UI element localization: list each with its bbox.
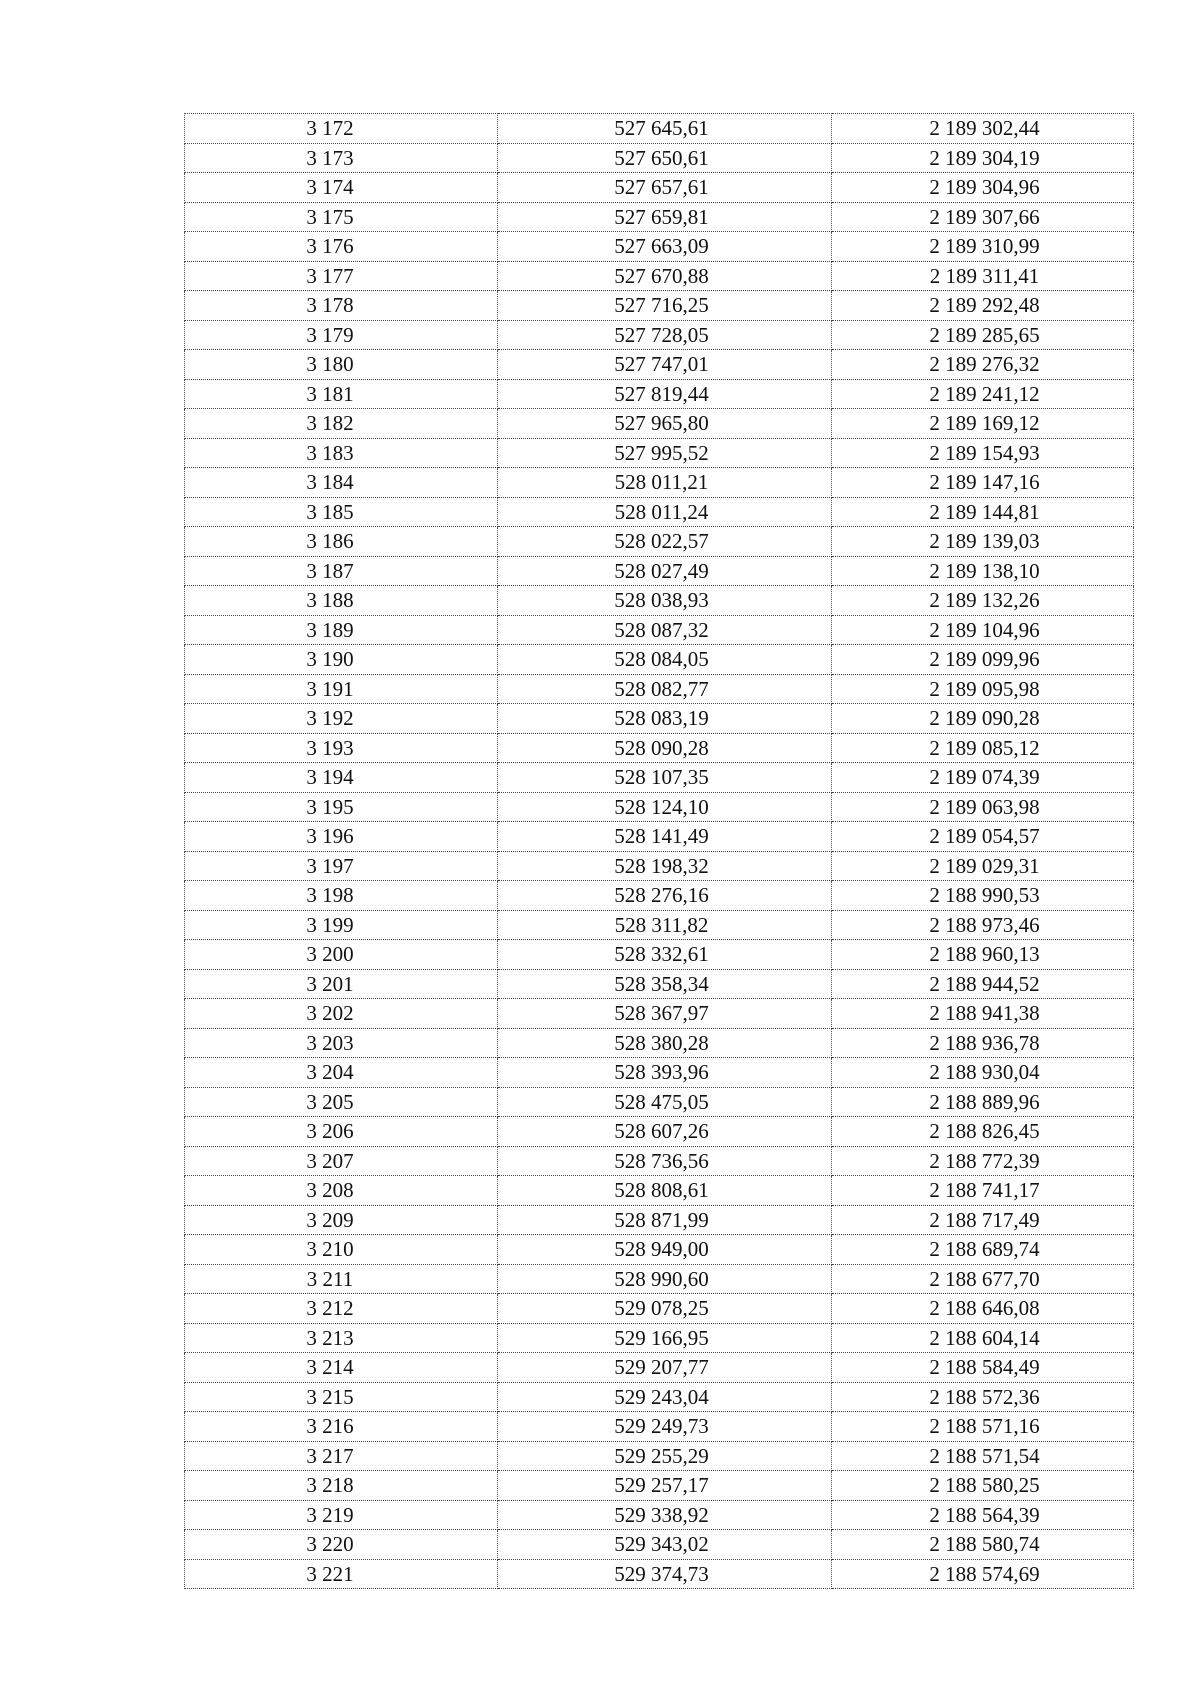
y-coordinate-cell: 2 188 564,39 (832, 1500, 1134, 1530)
x-coordinate-cell: 527 670,88 (498, 261, 832, 291)
point-number-cell: 3 183 (185, 438, 498, 468)
table-row (185, 969, 1134, 999)
y-coordinate-cell: 2 188 572,36 (832, 1382, 1134, 1412)
table-row (185, 1205, 1134, 1235)
y-coordinate-cell: 2 188 584,49 (832, 1353, 1134, 1383)
y-coordinate-cell: 2 189 132,26 (832, 586, 1134, 616)
coordinates-table (184, 113, 1134, 1589)
table-row (185, 733, 1134, 763)
x-coordinate-cell: 528 607,26 (498, 1117, 832, 1147)
y-coordinate-cell: 2 188 741,17 (832, 1176, 1134, 1206)
point-number-cell: 3 190 (185, 645, 498, 675)
point-number-cell: 3 172 (185, 114, 498, 144)
table-row (185, 1412, 1134, 1442)
table-row (185, 556, 1134, 586)
table-row (185, 527, 1134, 557)
x-coordinate-cell: 529 338,92 (498, 1500, 832, 1530)
table-row (185, 881, 1134, 911)
table-row (185, 674, 1134, 704)
x-coordinate-cell: 529 257,17 (498, 1471, 832, 1501)
x-coordinate-cell: 529 243,04 (498, 1382, 832, 1412)
y-coordinate-cell: 2 188 646,08 (832, 1294, 1134, 1324)
point-number-cell: 3 204 (185, 1058, 498, 1088)
y-coordinate-cell: 2 188 973,46 (832, 910, 1134, 940)
point-number-cell: 3 191 (185, 674, 498, 704)
table-row (185, 350, 1134, 380)
x-coordinate-cell: 528 380,28 (498, 1028, 832, 1058)
y-coordinate-cell: 2 189 311,41 (832, 261, 1134, 291)
table-row (185, 261, 1134, 291)
table-row (185, 1559, 1134, 1589)
x-coordinate-cell: 529 343,02 (498, 1530, 832, 1560)
x-coordinate-cell: 528 871,99 (498, 1205, 832, 1235)
y-coordinate-cell: 2 188 677,70 (832, 1264, 1134, 1294)
table-row (185, 232, 1134, 262)
x-coordinate-cell: 527 965,80 (498, 409, 832, 439)
x-coordinate-cell: 528 084,05 (498, 645, 832, 675)
y-coordinate-cell: 2 189 285,65 (832, 320, 1134, 350)
y-coordinate-cell: 2 189 304,96 (832, 173, 1134, 203)
x-coordinate-cell: 528 027,49 (498, 556, 832, 586)
y-coordinate-cell: 2 188 717,49 (832, 1205, 1134, 1235)
point-number-cell: 3 194 (185, 763, 498, 793)
y-coordinate-cell: 2 189 169,12 (832, 409, 1134, 439)
point-number-cell: 3 173 (185, 143, 498, 173)
y-coordinate-cell: 2 189 099,96 (832, 645, 1134, 675)
y-coordinate-cell: 2 188 574,69 (832, 1559, 1134, 1589)
point-number-cell: 3 188 (185, 586, 498, 616)
point-number-cell: 3 205 (185, 1087, 498, 1117)
point-number-cell: 3 181 (185, 379, 498, 409)
point-number-cell: 3 189 (185, 615, 498, 645)
y-coordinate-cell: 2 189 241,12 (832, 379, 1134, 409)
point-number-cell: 3 206 (185, 1117, 498, 1147)
y-coordinate-cell: 2 189 292,48 (832, 291, 1134, 321)
x-coordinate-cell: 528 276,16 (498, 881, 832, 911)
x-coordinate-cell: 528 311,82 (498, 910, 832, 940)
x-coordinate-cell: 527 650,61 (498, 143, 832, 173)
x-coordinate-cell: 527 728,05 (498, 320, 832, 350)
y-coordinate-cell: 2 189 104,96 (832, 615, 1134, 645)
y-coordinate-cell: 2 188 826,45 (832, 1117, 1134, 1147)
x-coordinate-cell: 527 663,09 (498, 232, 832, 262)
table-row (185, 202, 1134, 232)
table-row (185, 291, 1134, 321)
coordinates-table-body (185, 114, 1134, 1589)
y-coordinate-cell: 2 189 304,19 (832, 143, 1134, 173)
y-coordinate-cell: 2 189 310,99 (832, 232, 1134, 262)
point-number-cell: 3 211 (185, 1264, 498, 1294)
point-number-cell: 3 207 (185, 1146, 498, 1176)
x-coordinate-cell: 528 011,24 (498, 497, 832, 527)
point-number-cell: 3 193 (185, 733, 498, 763)
y-coordinate-cell: 2 188 941,38 (832, 999, 1134, 1029)
point-number-cell: 3 213 (185, 1323, 498, 1353)
x-coordinate-cell: 528 393,96 (498, 1058, 832, 1088)
table-row (185, 1087, 1134, 1117)
table-row (185, 586, 1134, 616)
y-coordinate-cell: 2 189 276,32 (832, 350, 1134, 380)
table-row (185, 1028, 1134, 1058)
y-coordinate-cell: 2 189 302,44 (832, 114, 1134, 144)
x-coordinate-cell: 528 808,61 (498, 1176, 832, 1206)
point-number-cell: 3 216 (185, 1412, 498, 1442)
point-number-cell: 3 220 (185, 1530, 498, 1560)
table-row (185, 1264, 1134, 1294)
point-number-cell: 3 174 (185, 173, 498, 203)
y-coordinate-cell: 2 189 138,10 (832, 556, 1134, 586)
point-number-cell: 3 192 (185, 704, 498, 734)
table-row (185, 999, 1134, 1029)
table-row (185, 1382, 1134, 1412)
point-number-cell: 3 212 (185, 1294, 498, 1324)
point-number-cell: 3 199 (185, 910, 498, 940)
x-coordinate-cell: 528 198,32 (498, 851, 832, 881)
point-number-cell: 3 221 (185, 1559, 498, 1589)
point-number-cell: 3 201 (185, 969, 498, 999)
y-coordinate-cell: 2 188 571,54 (832, 1441, 1134, 1471)
table-row (185, 1235, 1134, 1265)
y-coordinate-cell: 2 189 090,28 (832, 704, 1134, 734)
x-coordinate-cell: 528 082,77 (498, 674, 832, 704)
y-coordinate-cell: 2 189 144,81 (832, 497, 1134, 527)
point-number-cell: 3 209 (185, 1205, 498, 1235)
table-row (185, 1323, 1134, 1353)
table-row (185, 409, 1134, 439)
point-number-cell: 3 186 (185, 527, 498, 557)
table-row (185, 1441, 1134, 1471)
point-number-cell: 3 184 (185, 468, 498, 498)
y-coordinate-cell: 2 189 154,93 (832, 438, 1134, 468)
table-row (185, 645, 1134, 675)
table-row (185, 1294, 1134, 1324)
y-coordinate-cell: 2 188 580,74 (832, 1530, 1134, 1560)
x-coordinate-cell: 528 124,10 (498, 792, 832, 822)
y-coordinate-cell: 2 188 944,52 (832, 969, 1134, 999)
point-number-cell: 3 176 (185, 232, 498, 262)
x-coordinate-cell: 529 249,73 (498, 1412, 832, 1442)
point-number-cell: 3 217 (185, 1441, 498, 1471)
table-row (185, 1471, 1134, 1501)
y-coordinate-cell: 2 188 689,74 (832, 1235, 1134, 1265)
y-coordinate-cell: 2 188 889,96 (832, 1087, 1134, 1117)
y-coordinate-cell: 2 188 604,14 (832, 1323, 1134, 1353)
y-coordinate-cell: 2 189 307,66 (832, 202, 1134, 232)
x-coordinate-cell: 527 819,44 (498, 379, 832, 409)
point-number-cell: 3 177 (185, 261, 498, 291)
point-number-cell: 3 214 (185, 1353, 498, 1383)
table-row (185, 1176, 1134, 1206)
x-coordinate-cell: 528 358,34 (498, 969, 832, 999)
y-coordinate-cell: 2 188 960,13 (832, 940, 1134, 970)
point-number-cell: 3 179 (185, 320, 498, 350)
x-coordinate-cell: 528 332,61 (498, 940, 832, 970)
x-coordinate-cell: 527 659,81 (498, 202, 832, 232)
point-number-cell: 3 202 (185, 999, 498, 1029)
y-coordinate-cell: 2 188 580,25 (832, 1471, 1134, 1501)
table-row (185, 320, 1134, 350)
point-number-cell: 3 178 (185, 291, 498, 321)
point-number-cell: 3 200 (185, 940, 498, 970)
x-coordinate-cell: 528 090,28 (498, 733, 832, 763)
x-coordinate-cell: 528 022,57 (498, 527, 832, 557)
table-row (185, 1353, 1134, 1383)
y-coordinate-cell: 2 189 085,12 (832, 733, 1134, 763)
x-coordinate-cell: 527 747,01 (498, 350, 832, 380)
x-coordinate-cell: 529 374,73 (498, 1559, 832, 1589)
y-coordinate-cell: 2 189 029,31 (832, 851, 1134, 881)
table-row (185, 379, 1134, 409)
x-coordinate-cell: 528 141,49 (498, 822, 832, 852)
y-coordinate-cell: 2 189 074,39 (832, 763, 1134, 793)
x-coordinate-cell: 528 083,19 (498, 704, 832, 734)
y-coordinate-cell: 2 188 990,53 (832, 881, 1134, 911)
point-number-cell: 3 208 (185, 1176, 498, 1206)
x-coordinate-cell: 529 207,77 (498, 1353, 832, 1383)
table-row (185, 143, 1134, 173)
y-coordinate-cell: 2 188 571,16 (832, 1412, 1134, 1442)
x-coordinate-cell: 528 038,93 (498, 586, 832, 616)
table-row (185, 704, 1134, 734)
table-row (185, 468, 1134, 498)
x-coordinate-cell: 527 995,52 (498, 438, 832, 468)
table-row (185, 940, 1134, 970)
x-coordinate-cell: 529 255,29 (498, 1441, 832, 1471)
y-coordinate-cell: 2 189 095,98 (832, 674, 1134, 704)
x-coordinate-cell: 528 107,35 (498, 763, 832, 793)
table-row (185, 1500, 1134, 1530)
point-number-cell: 3 180 (185, 350, 498, 380)
y-coordinate-cell: 2 189 063,98 (832, 792, 1134, 822)
point-number-cell: 3 210 (185, 1235, 498, 1265)
table-row (185, 910, 1134, 940)
table-row (185, 851, 1134, 881)
point-number-cell: 3 195 (185, 792, 498, 822)
x-coordinate-cell: 527 645,61 (498, 114, 832, 144)
point-number-cell: 3 218 (185, 1471, 498, 1501)
point-number-cell: 3 197 (185, 851, 498, 881)
table-row (185, 822, 1134, 852)
table-row (185, 763, 1134, 793)
table-row (185, 114, 1134, 144)
x-coordinate-cell: 527 657,61 (498, 173, 832, 203)
x-coordinate-cell: 528 367,97 (498, 999, 832, 1029)
point-number-cell: 3 215 (185, 1382, 498, 1412)
y-coordinate-cell: 2 188 772,39 (832, 1146, 1134, 1176)
y-coordinate-cell: 2 189 139,03 (832, 527, 1134, 557)
y-coordinate-cell: 2 189 147,16 (832, 468, 1134, 498)
y-coordinate-cell: 2 189 054,57 (832, 822, 1134, 852)
point-number-cell: 3 182 (185, 409, 498, 439)
point-number-cell: 3 196 (185, 822, 498, 852)
x-coordinate-cell: 528 990,60 (498, 1264, 832, 1294)
point-number-cell: 3 219 (185, 1500, 498, 1530)
point-number-cell: 3 175 (185, 202, 498, 232)
x-coordinate-cell: 528 736,56 (498, 1146, 832, 1176)
x-coordinate-cell: 528 087,32 (498, 615, 832, 645)
point-number-cell: 3 198 (185, 881, 498, 911)
table-row (185, 438, 1134, 468)
table-row (185, 1530, 1134, 1560)
table-row (185, 615, 1134, 645)
x-coordinate-cell: 528 949,00 (498, 1235, 832, 1265)
table-row (185, 497, 1134, 527)
point-number-cell: 3 187 (185, 556, 498, 586)
x-coordinate-cell: 528 011,21 (498, 468, 832, 498)
y-coordinate-cell: 2 188 936,78 (832, 1028, 1134, 1058)
x-coordinate-cell: 527 716,25 (498, 291, 832, 321)
point-number-cell: 3 203 (185, 1028, 498, 1058)
table-row (185, 1117, 1134, 1147)
table-row (185, 792, 1134, 822)
point-number-cell: 3 185 (185, 497, 498, 527)
table-row (185, 173, 1134, 203)
y-coordinate-cell: 2 188 930,04 (832, 1058, 1134, 1088)
table-row (185, 1146, 1134, 1176)
x-coordinate-cell: 528 475,05 (498, 1087, 832, 1117)
x-coordinate-cell: 529 166,95 (498, 1323, 832, 1353)
x-coordinate-cell: 529 078,25 (498, 1294, 832, 1324)
table-row (185, 1058, 1134, 1088)
